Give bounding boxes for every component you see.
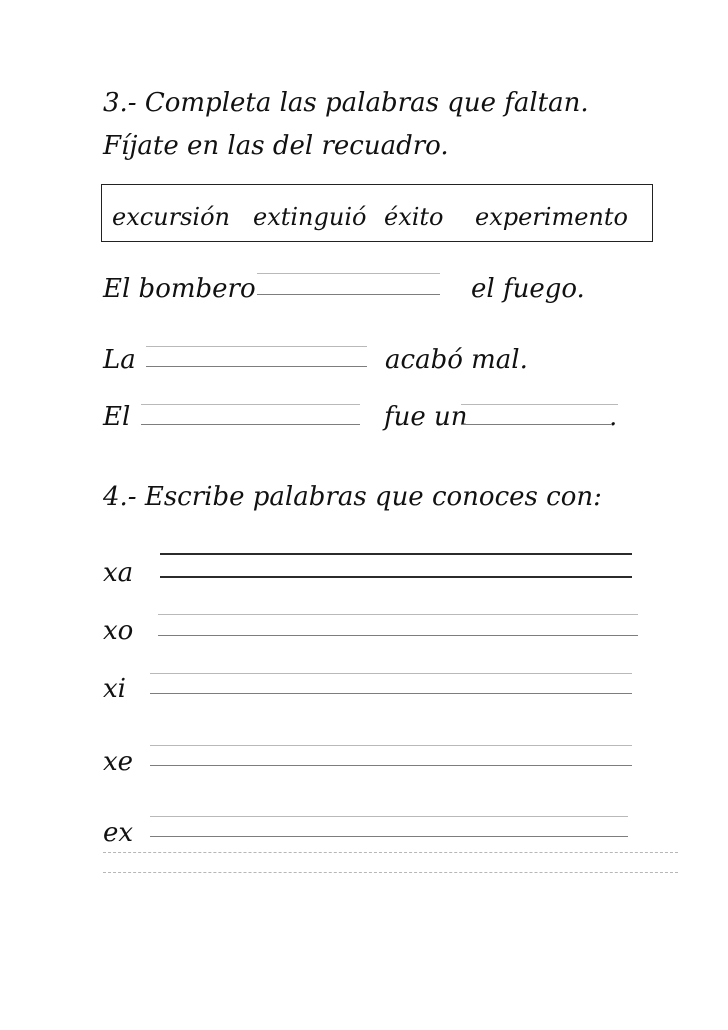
syllable-label: xi	[103, 674, 126, 704]
writing-line-xi[interactable]	[150, 693, 632, 694]
writing-line-guide	[150, 745, 632, 746]
writing-line-guide	[160, 553, 632, 555]
answer-blank-1[interactable]	[257, 294, 440, 295]
exercise-3-subtitle: Fíjate en las del recuadro.	[103, 131, 449, 161]
writing-line-xo[interactable]	[158, 635, 638, 636]
syllable-label: xe	[103, 747, 134, 777]
answer-blank-4[interactable]	[461, 424, 611, 425]
answer-blank-2[interactable]	[146, 366, 367, 367]
writing-line-guide	[158, 614, 638, 615]
sentence-3-end: .	[609, 402, 618, 432]
extra-writing-line[interactable]	[103, 852, 678, 853]
writing-line-guide	[150, 816, 628, 817]
exercise-3-title: 3.- Completa las palabras que faltan.	[103, 88, 589, 118]
sentence-3-mid: fue un	[384, 402, 468, 432]
sentence-3-start: El	[103, 402, 131, 432]
syllable-label: ex	[103, 818, 134, 848]
sentence-1-start: El bombero	[103, 274, 256, 304]
word-box-item: extinguió	[253, 203, 367, 231]
word-box	[101, 184, 653, 242]
sentence-2-start: La	[103, 345, 136, 375]
sentence-1-end: el fuego.	[471, 274, 585, 304]
writing-line-ex[interactable]	[150, 836, 628, 837]
exercise-4-title: 4.- Escribe palabras que conoces con:	[103, 482, 602, 512]
extra-writing-line[interactable]	[103, 872, 678, 873]
syllable-label: xa	[103, 558, 134, 588]
syllable-label: xo	[103, 616, 134, 646]
answer-blank-guide	[141, 404, 360, 405]
word-box-item: éxito	[384, 203, 444, 231]
answer-blank-3[interactable]	[141, 424, 360, 425]
answer-blank-guide	[461, 404, 618, 405]
answer-blank-guide	[257, 273, 440, 274]
writing-line-xe[interactable]	[150, 765, 632, 766]
word-box-item: excursión	[112, 203, 231, 231]
answer-blank-guide	[146, 346, 367, 347]
writing-line-xa[interactable]	[160, 576, 632, 578]
word-box-item: experimento	[475, 203, 628, 231]
writing-line-guide	[150, 673, 632, 674]
sentence-2-end: acabó mal.	[385, 345, 528, 375]
